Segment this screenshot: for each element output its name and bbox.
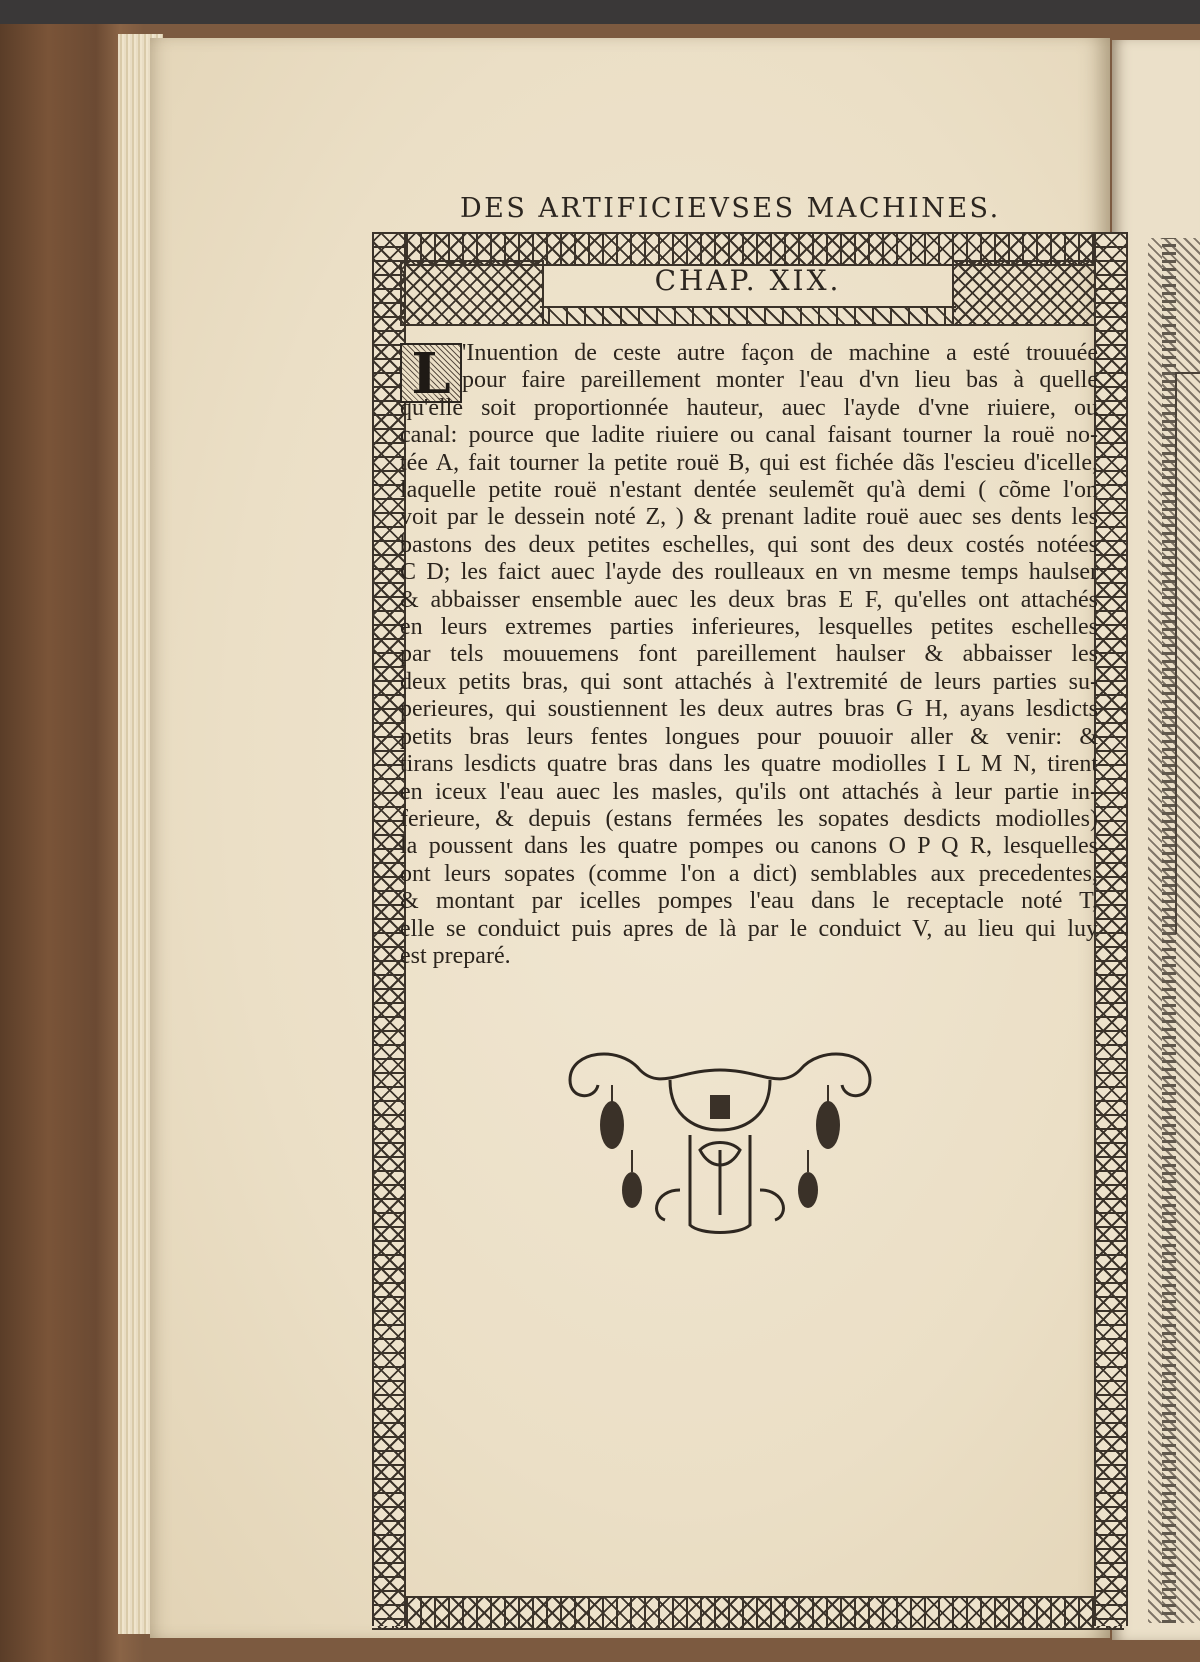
body-line: en leurs extremes parties inferieures, lesquelles petites eschelles [400, 614, 1098, 641]
body-line: & abbaisser ensemble auec les deux bras E F, qu'elles ont attachés [400, 586, 1098, 613]
body-line: 'Inuention de ceste autre façon de machine a esté trouuée [462, 340, 1098, 366]
body-line: qu'elle soit proportionnée hauteur, auec l'ayde d'vne riuiere, ou [400, 394, 1098, 421]
chapter-body [400, 340, 1098, 970]
body-line: est preparé. [400, 942, 511, 969]
body-line: C D; les faict auec l'ayde des roulleaux en vn mesme temps haulser [400, 559, 1098, 586]
body-line: ferieure, & depuis (estans fermées les sopates desdicts modiolles) [400, 805, 1098, 832]
header-ornament-right [952, 260, 1096, 326]
body-line: canal: pource que ladite riuiere ou canal faisant tourner la rouë no- [400, 422, 1098, 449]
header-ornament-left [400, 260, 544, 326]
body-line: & montant par icelles pompes l'eau dans le receptacle noté T, [400, 888, 1098, 915]
border-right [1094, 232, 1128, 1626]
body-line: pour faire pareillement monter l'eau d'vn lieu bas à quelle [462, 367, 1098, 394]
body-line: tée A, fait tourner la petite rouë B, qui est fichée dãs l'escieu d'icelle, [400, 449, 1098, 476]
body-line: tirans lesdicts quatre bras dans les quatre modiolles I L M N, tirent [400, 751, 1098, 778]
header-ornament-band [540, 306, 956, 326]
body-line: elle se conduict puis apres de là par le conduict V, au lieu qui luy [400, 915, 1098, 942]
facing-page-plate-frame [1175, 372, 1200, 934]
body-line: voit par le dessein noté Z, ) & prenant ladite rouë auec ses dents les [400, 504, 1098, 531]
body-line: la poussent dans les quatre pompes ou canons O P Q R, lesquelles [400, 833, 1098, 860]
running-head: DES ARTIFICIEVSES MACHINES. [460, 193, 1001, 224]
tailpiece-ornament [560, 1040, 880, 1240]
border-bottom [372, 1596, 1124, 1630]
body-line: par tels mouuemens font pareillement haulser & abbaisser les [400, 641, 1098, 668]
body-line: en iceux l'eau auec les masles, qu'ils ont attachés à leur partie in- [400, 778, 1098, 805]
body-line: petits bras leurs fentes longues pour pouuoir aller & venir: & [400, 723, 1098, 750]
chapter-header [400, 260, 1096, 322]
body-line: perieures, qui soustiennent les deux autres bras G H, ayans lesdicts [400, 696, 1098, 723]
body-line: deux petits bras, qui sont attachés à l'extremité de leurs parties su- [400, 668, 1098, 695]
drop-cap-letter: L [411, 341, 451, 407]
body-line: ont leurs sopates (comme l'on a dict) semblables aux precedentes, [400, 860, 1098, 887]
body-line: laquelle petite rouë n'estant dentée seulemẽt qu'à demi ( cõme l'on [400, 477, 1098, 504]
chapter-title: CHAP. XIX. [654, 264, 842, 297]
body-line: bastons des deux petites eschelles, qui sont des deux costés notées [400, 531, 1098, 558]
